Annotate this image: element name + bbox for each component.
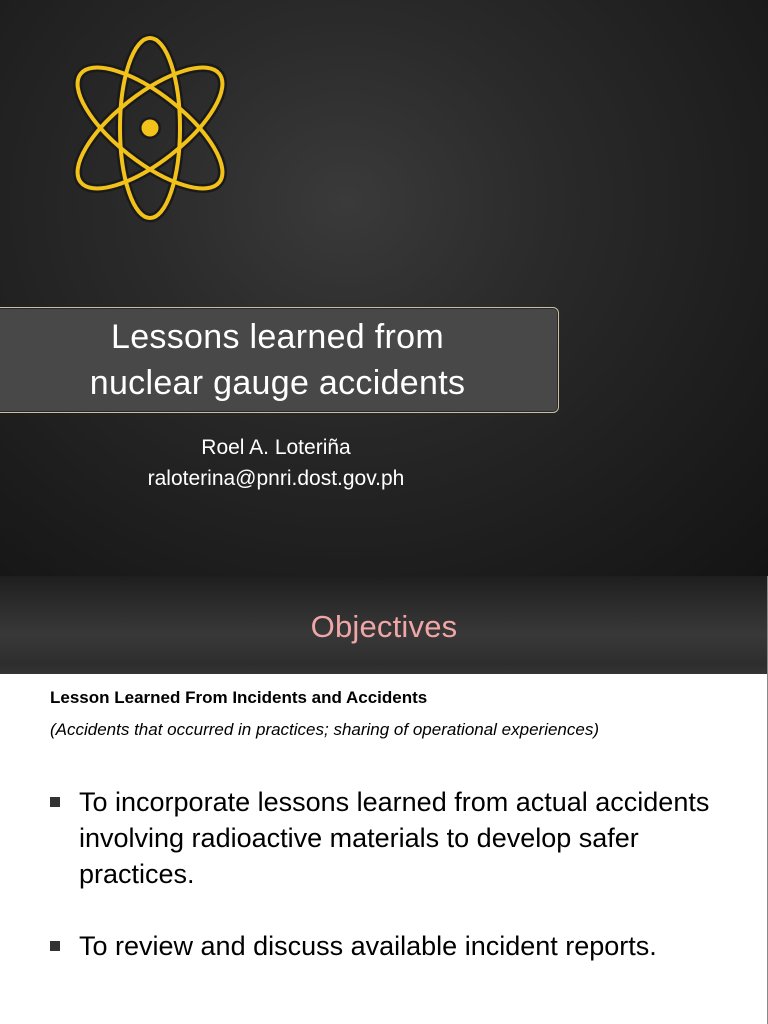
subheading: Lesson Learned From Incidents and Accidents bbox=[50, 688, 428, 707]
bullet-text: To review and discuss available incident reports. bbox=[79, 931, 657, 961]
author-name: Roel A. Loteriña bbox=[201, 436, 351, 459]
bullet-square-icon bbox=[50, 941, 60, 951]
list-item bbox=[50, 928, 750, 964]
slide-title: Objectives bbox=[310, 609, 458, 644]
bullet-square-icon bbox=[50, 797, 60, 807]
bullet-text: To incorporate lessons learned from actual accidents involving radioactive materials to develop safer practices. bbox=[79, 787, 710, 889]
atom-icon bbox=[52, 30, 248, 226]
slide-header bbox=[0, 576, 768, 674]
bullet-list bbox=[50, 784, 750, 1000]
list-item bbox=[50, 784, 750, 892]
author-block bbox=[0, 432, 552, 494]
objectives-slide bbox=[0, 576, 768, 1024]
title-box bbox=[0, 307, 559, 413]
slide-title-line-2: nuclear gauge accidents bbox=[89, 364, 466, 402]
subnote: (Accidents that occurred in practices; sharing of operational experiences) bbox=[50, 720, 600, 739]
author-email: raloterina@pnri.dost.gov.ph bbox=[147, 467, 405, 490]
slide-title-line-1: Lessons learned from bbox=[111, 318, 444, 356]
